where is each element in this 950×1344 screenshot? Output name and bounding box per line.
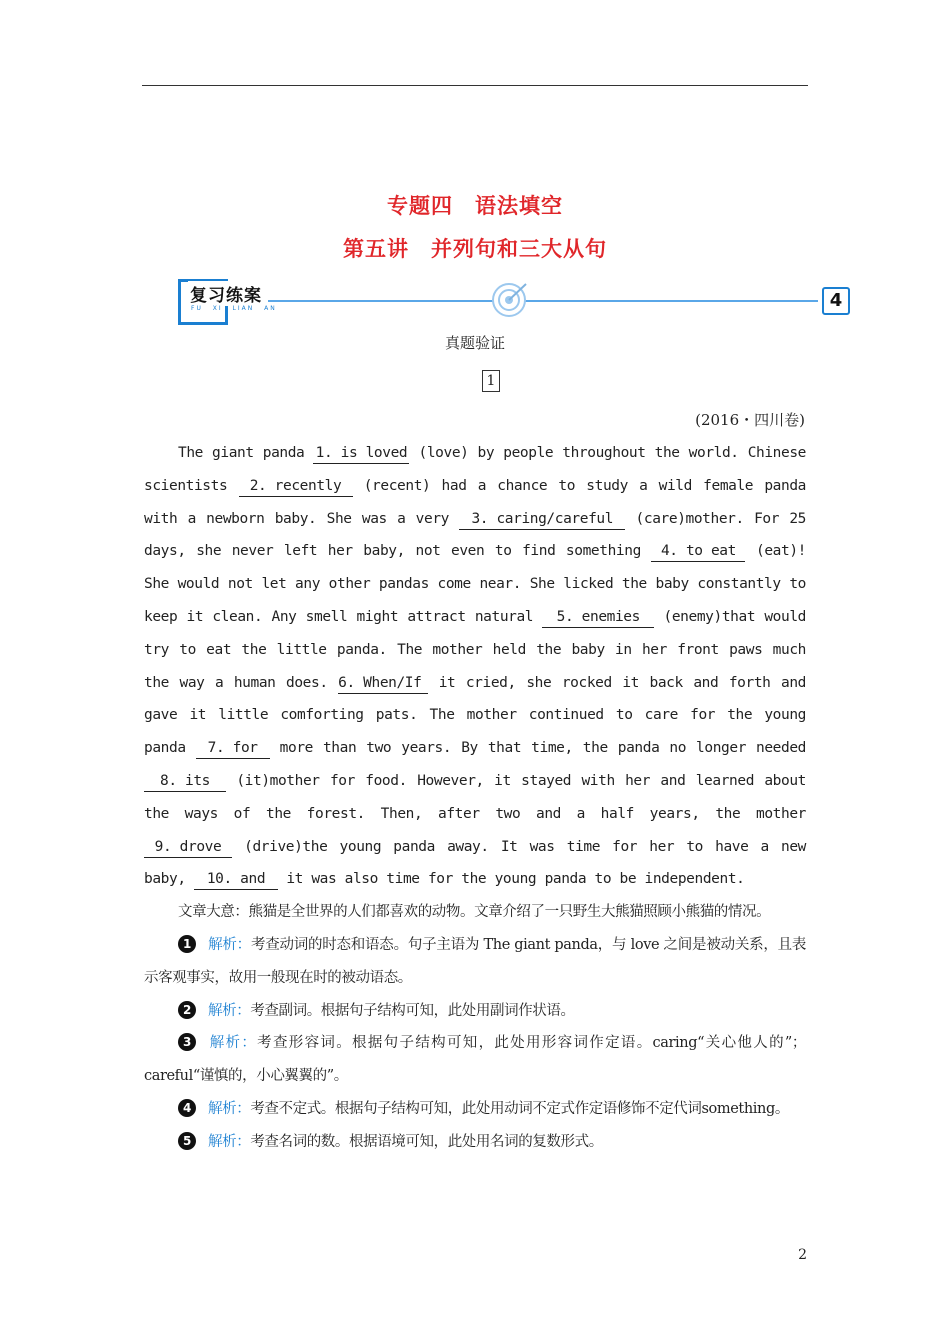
analysis-text: 考查动词的时态和语态。句子主语为 The giant panda，与 love 之间是被动关系，且表示客观事实，故用一般现在时的被动语态。 — [144, 936, 806, 986]
passage-text: (recent) had a chance to study a wild female panda with a newborn baby. She was a very — [144, 477, 806, 527]
answer-blank-6: 6. When/If — [338, 673, 428, 694]
analysis-label: 解析： — [208, 1002, 251, 1019]
banner-number: 4 — [822, 287, 850, 315]
banner-line — [268, 300, 818, 302]
header-rule — [142, 85, 808, 86]
analysis-item — [144, 1027, 806, 1093]
answer-blank-7: 7. for — [196, 738, 270, 759]
number-badge-icon: 4 — [178, 1099, 196, 1117]
answer-blank-10: 10. and — [194, 869, 278, 890]
number-badge-icon: 2 — [178, 1001, 196, 1019]
analysis-text: 考查副词。根据句子结构可知，此处用副词作状语。 — [250, 1002, 575, 1019]
analysis-label: 解析： — [208, 936, 251, 953]
analysis-label: 解析： — [208, 1035, 258, 1052]
analysis-item — [144, 1093, 806, 1126]
banner-pinyin: FU XI LIAN AN — [191, 305, 277, 312]
passage-summary: 文章大意：熊猫是全世界的人们都喜欢的动物。文章介绍了一只野生大熊猫照顾小熊猫的情况。 — [178, 904, 771, 921]
number-badge-icon: 1 — [178, 935, 196, 953]
answer-blank-4: 4. to eat — [651, 541, 745, 562]
number-badge-icon: 3 — [178, 1033, 196, 1051]
analysis-text: 考查形容词。根据句子结构可知，此处用形容词作定语。caring“关心他人的”；careful“谨慎的，小心翼翼的”。 — [144, 1035, 806, 1085]
analysis-label: 解析： — [208, 1100, 251, 1117]
passage-body — [144, 437, 806, 1159]
answer-blank-3: 3. caring/careful — [459, 509, 625, 530]
passage-text: it was also time for the young panda to be independent. — [286, 871, 745, 888]
analysis-item — [144, 929, 806, 995]
passage-text: (care)mother. For 25 days, she never left her baby, not even to find something — [144, 510, 806, 560]
number-badge-icon: 5 — [178, 1132, 196, 1150]
banner-label: 复习练案 — [188, 281, 264, 306]
passage-text: it cried, she rocked it back and forth and gave it little comforting pats. The mother continued to care for the young panda — [144, 674, 806, 757]
answer-blank-1: 1. is loved — [313, 443, 409, 464]
passage-paragraph — [144, 437, 806, 896]
passage-text: (drive)the young panda away. It was time for her to have a new baby, — [144, 838, 806, 888]
passage-text: (it)mother for food. However, it stayed with her and learned about the ways of the forest. Then, after two and a half years, the mother — [144, 772, 806, 822]
review-banner — [178, 275, 850, 325]
analysis-text: 考查不定式。根据句子结构可知，此处用动词不定式作定语修饰不定代词something。 — [250, 1100, 789, 1117]
passage-text: The giant panda — [178, 445, 305, 461]
passage-text: (eat)! She would not let any other pandas come near. She licked the baby constantly to keep it clean. Any smell might attract natural — [144, 543, 806, 625]
answer-blank-5: 5. enemies — [542, 607, 654, 628]
answer-blank-9: 9. drove — [144, 837, 232, 858]
item-number-box: 1 — [482, 370, 500, 392]
analysis-item — [144, 995, 806, 1028]
exam-source: (2016・四川卷) — [695, 411, 805, 429]
page-number: 2 — [798, 1247, 807, 1263]
passage-text: more than two years. By that time, the panda no longer needed — [279, 740, 806, 757]
lecture-title: 第五讲 并列句和三大从句 — [343, 237, 607, 261]
analysis-text: 考查名词的数。根据语境可知，此处用名词的复数形式。 — [250, 1133, 603, 1150]
answer-blank-8: 8. its — [144, 771, 226, 792]
topic-title: 专题四 语法填空 — [387, 194, 563, 218]
analysis-item — [144, 1126, 806, 1159]
section-heading: 真题验证 — [444, 334, 505, 352]
target-icon — [488, 278, 530, 320]
analysis-label: 解析： — [208, 1133, 251, 1150]
passage-text: (love) by people throughout the world. Chinese scientists — [144, 445, 806, 494]
passage-text: (enemy)that would try to eat the little panda. The mother held the baby in her front paws much the way a human does. — [144, 608, 806, 691]
answer-blank-2: 2. recently — [239, 476, 353, 497]
